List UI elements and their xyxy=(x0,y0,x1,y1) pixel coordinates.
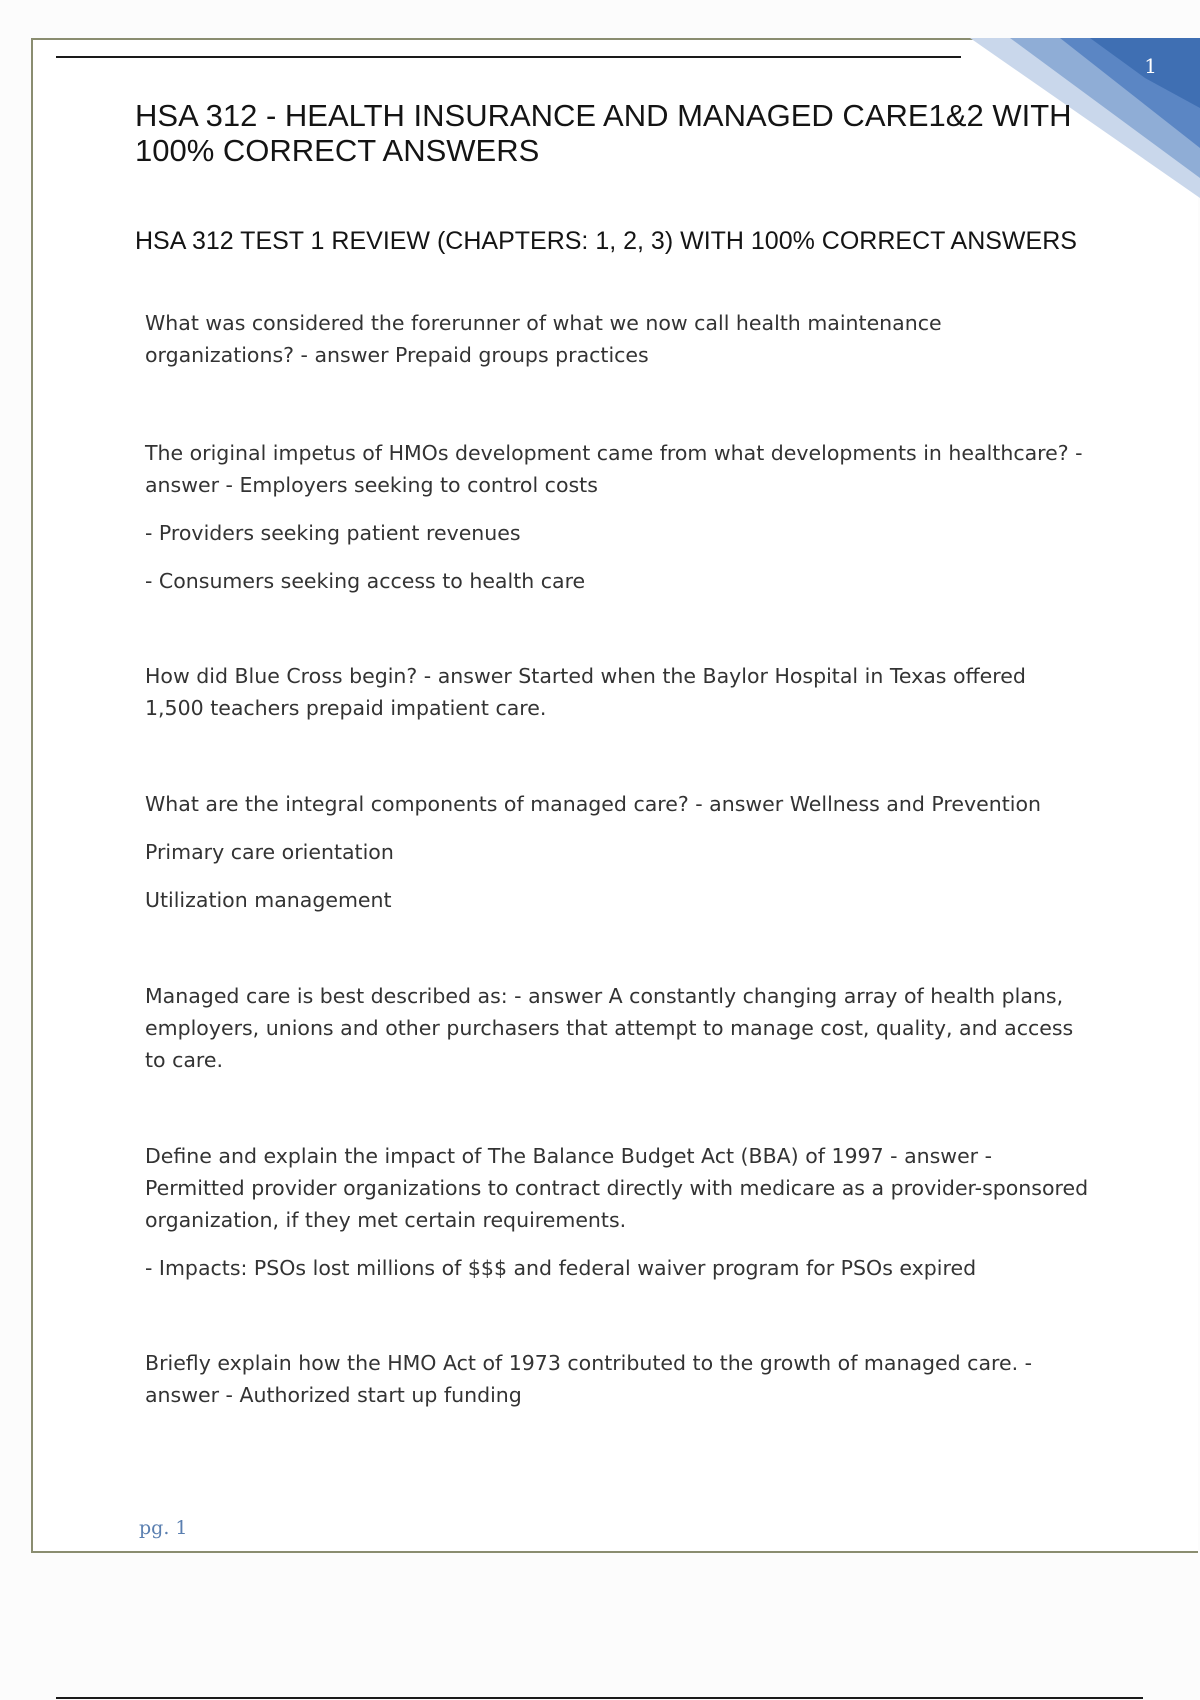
next-page-header-rule xyxy=(56,1697,1143,1699)
qa-answer-line: Utilization management xyxy=(145,888,392,912)
footer-page-label: pg. 1 xyxy=(139,1517,188,1539)
qa-question: How did Blue Cross begin? - answer Started when the Baylor Hospital in Texas offered 1,500 teachers prepaid impatient care. xyxy=(145,664,1026,720)
document-subtitle: HSA 312 TEST 1 REVIEW (CHAPTERS: 1, 2, 3) WITH 100% CORRECT ANSWERS xyxy=(135,227,1077,255)
qa-question: Define and explain the impact of The Balance Budget Act (BBA) of 1997 - answer - Permitted provider organizations to contract directly with medicare as a provider-sponsored organization, if they met certain requirements. xyxy=(145,1144,1089,1232)
qa-item-3 xyxy=(145,660,1090,724)
corner-page-number: 1 xyxy=(1144,54,1157,78)
qa-item-1 xyxy=(145,307,1090,371)
qa-answer-line: Primary care orientation xyxy=(145,840,394,864)
qa-item-7 xyxy=(145,1347,1090,1411)
qa-question: The original impetus of HMOs development came from what developments in healthcare? - answer - Employers seeking to control costs xyxy=(145,441,1083,497)
document-title: HSA 312 - HEALTH INSURANCE AND MANAGED CARE1&2 WITH 100% CORRECT ANSWERS xyxy=(135,98,1072,168)
header-rule xyxy=(56,56,961,58)
qa-item-6 xyxy=(145,1140,1090,1284)
qa-answer-line: - Providers seeking patient revenues xyxy=(145,521,521,545)
qa-item-2 xyxy=(145,437,1090,597)
qa-question: Briefly explain how the HMO Act of 1973 contributed to the growth of managed care. - answer - Authorized start up funding xyxy=(145,1351,1033,1407)
qa-answer-line: - Consumers seeking access to health care xyxy=(145,569,586,593)
qa-question: What are the integral components of managed care? - answer Wellness and Prevention xyxy=(145,792,1041,816)
qa-question: Managed care is best described as: - answer A constantly changing array of health plans, employers, unions and other purchasers that attempt to manage cost, quality, and access to care. xyxy=(145,984,1074,1072)
qa-question: What was considered the forerunner of what we now call health maintenance organizations? - answer Prepaid groups practices xyxy=(145,311,942,367)
qa-item-5 xyxy=(145,980,1090,1076)
qa-answer-line: - Impacts: PSOs lost millions of $$$ and federal waiver program for PSOs expired xyxy=(145,1256,977,1280)
qa-item-4 xyxy=(145,788,1090,916)
